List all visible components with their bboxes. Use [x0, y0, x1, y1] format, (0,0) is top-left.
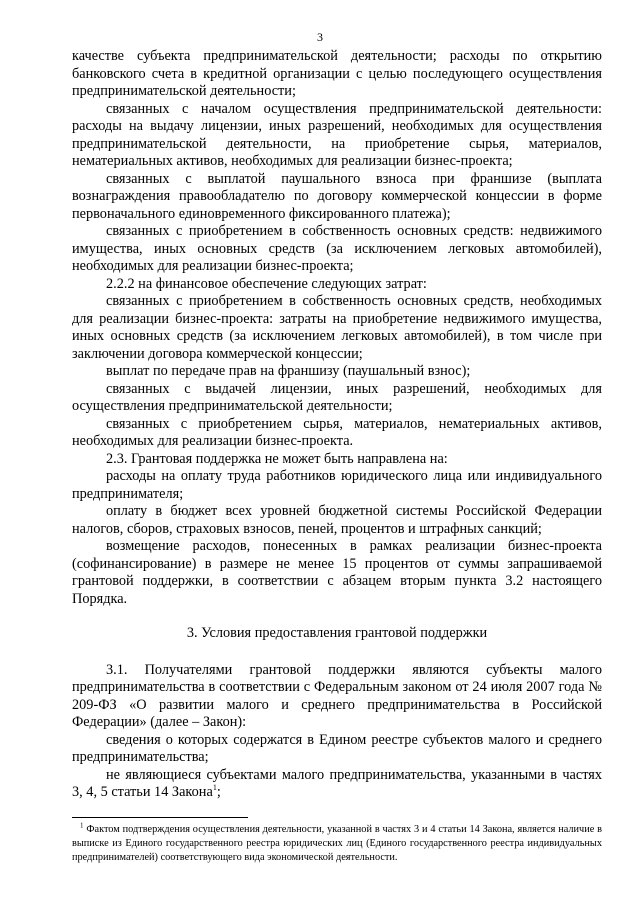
paragraph: 3.1. Получателями грантовой поддержки являются субъекты малого предпринимательства в соответствии с Федеральным законом от 24 июля 2007 года № 209-ФЗ «О развитии малого и среднего предпринимательства в Российской Федерации» (далее – Закон): [72, 661, 602, 730]
paragraph: возмещение расходов, понесенных в рамках реализации бизнес-проекта (софинансирование) в размере не менее 15 процентов от суммы запрашиваемой грантовой поддержки, в соответствии с абзацем вторым пункта 3.2 настоящего Порядка. [72, 538, 602, 607]
paragraph: связанных с приобретением в собственность основных средств: недвижимого имущества, иных основных средств (за исключением легковых автомобилей), необходимых для реализации бизнес-проекта; [72, 223, 602, 274]
paragraph: 2.3. Грантовая поддержка не может быть направлена на: [106, 450, 448, 467]
paragraph: связанных с выдачей лицензии, иных разрешений, необходимых для осуществления предпринимательской деятельности; [72, 380, 602, 414]
paragraph: связанных с приобретением в собственность основных средств, необходимых для реализации бизнес-проекта: затраты на приобретение недвижимого имущества, иных основных средств (за исключением легковых автомобилей), в том числе при заключении договора коммерческой концессии; [72, 293, 602, 362]
footnote-marker: 1 [80, 821, 84, 830]
paragraph: связанных с выплатой паушального взноса при франшизе (выплата вознаграждения правообладателю по договору коммерческой концессии в форме первоначального единовременного фиксированного платежа); [72, 170, 602, 222]
section-heading: 3. Условия предоставления грантовой поддержки [186, 625, 488, 641]
paragraph: связанных с приобретением сырья, материалов, нематериальных активов, необходимых для реализации бизнес-проекта. [72, 415, 602, 449]
paragraph-tail: ; [216, 784, 221, 800]
paragraph: связанных с началом осуществления предпринимательской деятельности: расходы на выдачу лицензии, иных разрешений, необходимых для осуществления предпринимательской деятельности, на приобретение сырья, материалов, нематериальных активов, необходимых для реализации бизнес-проекта; [72, 100, 602, 169]
paragraph: сведения о которых содержатся в Едином реестре субъектов малого и среднего предпринимательства; [72, 731, 602, 765]
paragraph: выплат по передаче прав на франшизу (паушальный взнос); [106, 363, 471, 379]
paragraph: 2.2.2 на финансовое обеспечение следующих затрат: [106, 275, 427, 292]
paragraph-text: не являющиеся субъектами малого предпринимательства, указанными в частях 3, 4, 5 статьи 14 Закона [72, 766, 602, 800]
page-number: 3 [317, 30, 323, 44]
footnote-reference[interactable]: 1 [212, 783, 217, 793]
paragraph: расходы на оплату труда работников юридического лица или индивидуального предпринимателя; [72, 468, 602, 502]
document-body [72, 48, 602, 802]
footnote [72, 823, 602, 866]
footnote-text: Фактом подтверждения осуществления деятельности, указанной в частях 3 и 4 статьи 14 Закона, является наличие в выписке из Единого государственного реестра юридических лиц (Единого государственного реестра индивидуальных предпринимателей) соответствующего вида экономической деятельности. [72, 824, 602, 864]
footnote-divider [72, 817, 248, 818]
paragraph [72, 767, 602, 802]
paragraph: оплату в бюджет всех уровней бюджетной системы Российской Федерации налогов, сборов, страховых взносов, пеней, процентов и штрафных санкций; [72, 503, 602, 537]
paragraph: качестве субъекта предпринимательской деятельности; расходы по открытию банковского счета в кредитной организации с целью последующего осуществления предпринимательской деятельности; [72, 48, 602, 99]
